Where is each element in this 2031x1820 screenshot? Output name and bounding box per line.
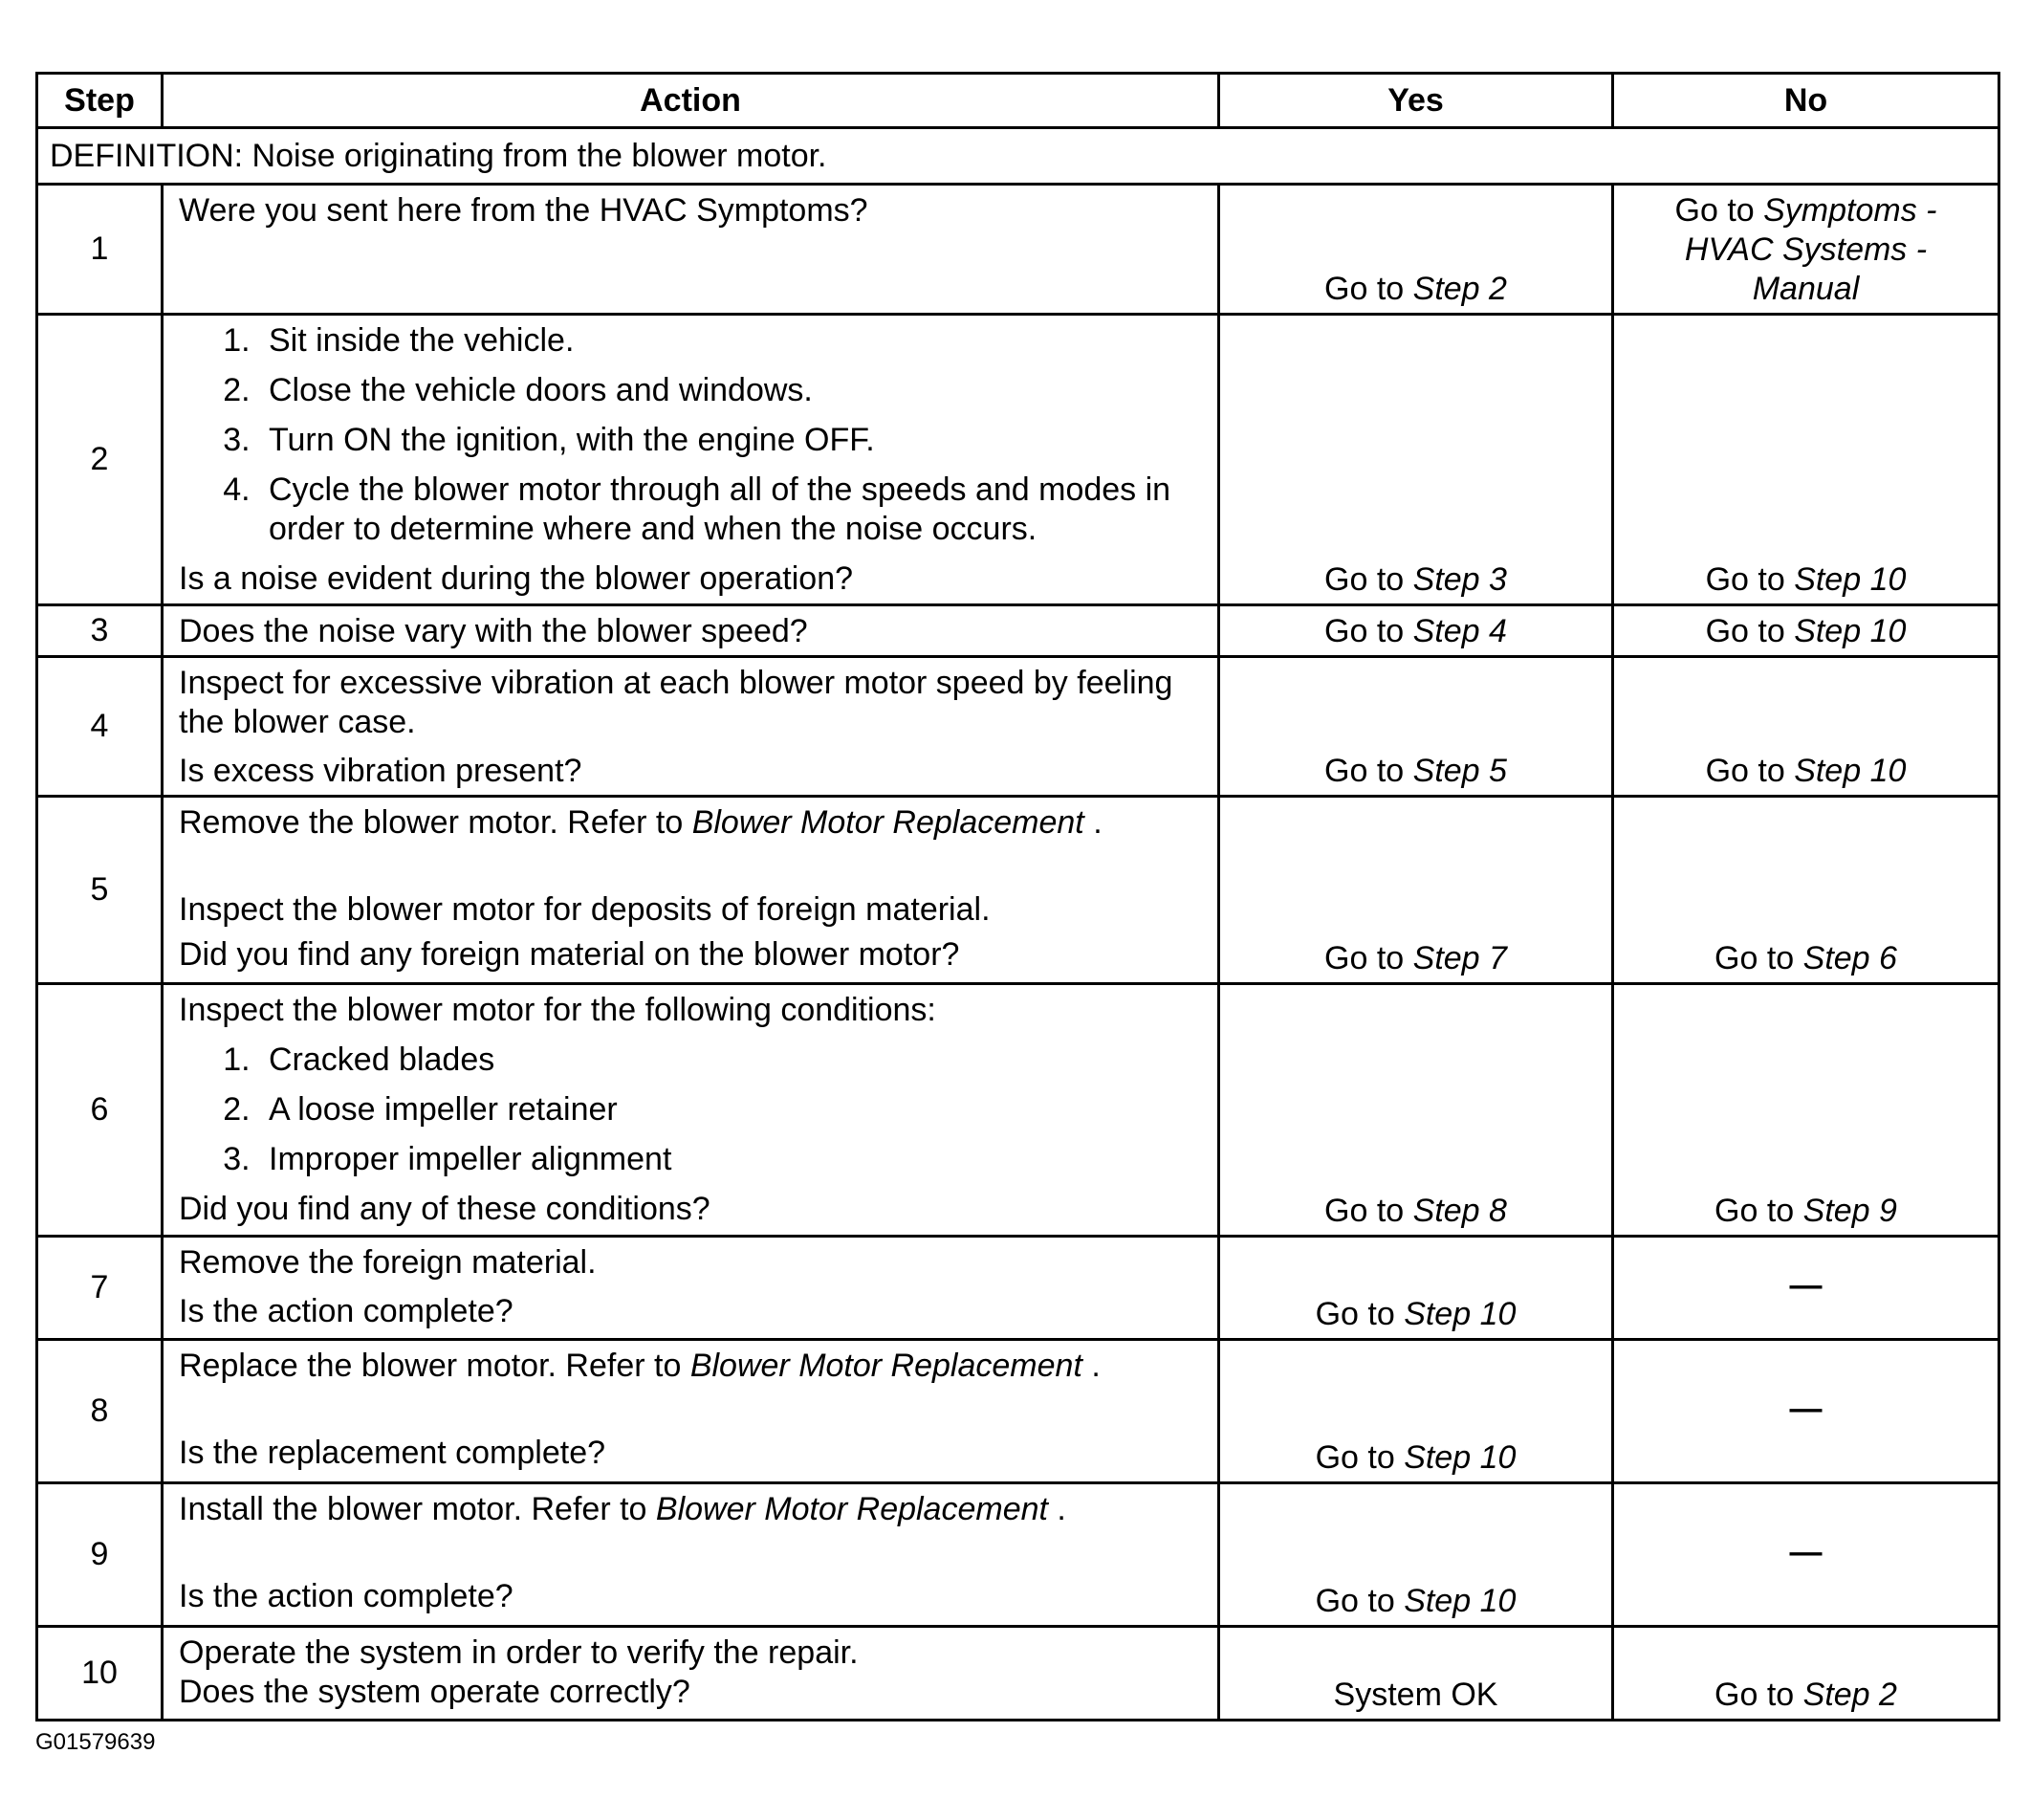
no-cell	[1613, 1627, 1999, 1721]
no-prefix: Go to	[1705, 561, 1795, 598]
table-row	[37, 797, 1999, 984]
list-item: 2. A loose impeller retainer	[259, 1090, 1202, 1129]
refer-link: Blower Motor Replacement	[655, 1491, 1048, 1527]
table-row	[37, 185, 1999, 315]
no-dash: —	[1613, 1483, 1999, 1627]
no-step-ref: Step 2	[1802, 1677, 1897, 1713]
yes-cell	[1219, 1340, 1613, 1483]
yes-cell	[1219, 657, 1613, 797]
step-number: 7	[37, 1237, 163, 1340]
list-item: 4. Cycle the blower motor through all of the speeds and modes in order to determine where and when the noise occurs.	[259, 471, 1202, 549]
yes-prefix: Go to	[1315, 1296, 1405, 1332]
step-number: 6	[37, 984, 163, 1237]
yes-system-ok: System OK	[1219, 1627, 1613, 1721]
yes-prefix: Go to	[1324, 613, 1413, 649]
header-row	[37, 74, 1999, 128]
action-cell	[163, 605, 1219, 657]
step-number: 1	[37, 185, 163, 315]
refer-suffix: .	[1081, 1348, 1101, 1384]
figure-id: G01579639	[35, 1729, 156, 1755]
table-row	[37, 984, 1999, 1237]
step-number: 5	[37, 797, 163, 984]
yes-step-ref: Step 3	[1412, 561, 1507, 598]
refer-suffix: .	[1047, 1491, 1066, 1527]
table-row	[37, 1340, 1999, 1483]
action-refer	[179, 803, 1202, 843]
yes-step-ref: Step 5	[1412, 753, 1507, 789]
yes-step-ref: Step 8	[1412, 1193, 1507, 1229]
list-item: 1. Cracked blades	[259, 1041, 1202, 1080]
table-row	[37, 1627, 1999, 1721]
table-row	[37, 315, 1999, 605]
no-cell	[1613, 605, 1999, 657]
action-question: Is the replacement complete?	[179, 1435, 606, 1471]
action-text: Remove the foreign material.	[179, 1244, 597, 1281]
header-no: No	[1613, 74, 1999, 128]
refer-prefix: Install the blower motor. Refer to	[179, 1491, 656, 1527]
action-cell	[163, 1237, 1219, 1340]
refer-prefix: Remove the blower motor. Refer to	[179, 804, 692, 841]
step-number: 2	[37, 315, 163, 605]
action-question: Is the action complete?	[179, 1578, 513, 1614]
action-text: Operate the system in order to verify the repair.	[179, 1634, 859, 1671]
yes-step-ref: Step 7	[1412, 940, 1507, 976]
spacer	[179, 1529, 1202, 1577]
yes-step-ref: Step 10	[1404, 1439, 1517, 1476]
yes-prefix: Go to	[1315, 1583, 1405, 1619]
action-refer	[179, 1347, 1202, 1386]
action-cell	[163, 797, 1219, 984]
table-row	[37, 657, 1999, 797]
step-number: 4	[37, 657, 163, 797]
action-question: Does the system operate correctly?	[179, 1674, 690, 1710]
header-action: Action	[163, 74, 1219, 128]
yes-step-ref: Step 10	[1404, 1296, 1517, 1332]
refer-link: Blower Motor Replacement	[689, 1348, 1082, 1384]
table-row	[37, 605, 1999, 657]
no-cell	[1613, 984, 1999, 1237]
yes-step-ref: Step 4	[1412, 613, 1507, 649]
no-cell	[1613, 185, 1999, 315]
yes-prefix: Go to	[1324, 561, 1413, 598]
no-cell	[1613, 797, 1999, 984]
action-cell	[163, 315, 1219, 605]
no-prefix: Go to	[1714, 940, 1803, 976]
no-prefix: Go to	[1714, 1677, 1803, 1713]
yes-prefix: Go to	[1324, 271, 1413, 307]
yes-prefix: Go to	[1324, 940, 1413, 976]
no-prefix: Go to	[1705, 753, 1795, 789]
yes-cell	[1219, 315, 1613, 605]
action-cell	[163, 984, 1219, 1237]
yes-prefix: Go to	[1324, 753, 1413, 789]
yes-cell	[1219, 605, 1613, 657]
action-question: Were you sent here from the HVAC Symptoms?	[179, 192, 868, 229]
action-text: Inspect for excessive vibration at each blower motor speed by feeling the blower case.	[179, 665, 1173, 740]
step-number: 3	[37, 605, 163, 657]
action-text: Inspect the blower motor for the following conditions:	[179, 992, 936, 1028]
header-step: Step	[37, 74, 163, 128]
yes-step-ref: Step 2	[1412, 271, 1507, 307]
action-list	[179, 1041, 1202, 1179]
refer-prefix: Replace the blower motor. Refer to	[179, 1348, 690, 1384]
no-prefix: Go to	[1714, 1193, 1803, 1229]
action-question: Is the action complete?	[179, 1293, 513, 1329]
action-cell	[163, 1627, 1219, 1721]
table-row	[37, 1237, 1999, 1340]
yes-prefix: Go to	[1315, 1439, 1405, 1476]
no-dash: —	[1613, 1340, 1999, 1483]
no-dash: —	[1613, 1237, 1999, 1340]
diagnostic-table	[35, 72, 2000, 1721]
no-cell	[1613, 657, 1999, 797]
no-cell	[1613, 315, 1999, 605]
list-item: 3. Turn ON the ignition, with the engine OFF.	[259, 421, 1202, 460]
action-question: Does the noise vary with the blower speed?	[179, 613, 808, 649]
action-question: Is excess vibration present?	[179, 753, 582, 789]
list-item: 2. Close the vehicle doors and windows.	[259, 371, 1202, 410]
action-cell	[163, 657, 1219, 797]
no-step-ref: Step 9	[1802, 1193, 1897, 1229]
yes-cell	[1219, 984, 1613, 1237]
no-step-ref: Step 10	[1794, 613, 1907, 649]
spacer	[179, 843, 1202, 890]
action-question: Did you find any of these conditions?	[179, 1191, 710, 1227]
yes-cell	[1219, 1483, 1613, 1627]
action-text: Inspect the blower motor for deposits of foreign material.	[179, 891, 991, 928]
no-step-ref: Step 6	[1802, 940, 1897, 976]
no-step-ref: Step 10	[1794, 561, 1907, 598]
definition-text: DEFINITION: Noise originating from the blower motor.	[37, 128, 1999, 185]
step-number: 9	[37, 1483, 163, 1627]
action-question: Did you find any foreign material on the blower motor?	[179, 936, 960, 973]
action-cell	[163, 1483, 1219, 1627]
step-number: 8	[37, 1340, 163, 1483]
action-question: Is a noise evident during the blower operation?	[179, 560, 854, 597]
definition-row	[37, 128, 1999, 185]
header-yes: Yes	[1219, 74, 1613, 128]
no-symptoms-ref: Symptoms - HVAC Systems - Manual	[1684, 192, 1937, 307]
yes-cell	[1219, 185, 1613, 315]
action-cell	[163, 1340, 1219, 1483]
spacer	[179, 1386, 1202, 1434]
step-number: 10	[37, 1627, 163, 1721]
refer-link: Blower Motor Replacement	[691, 804, 1084, 841]
list-item: 3. Improper impeller alignment	[259, 1140, 1202, 1179]
yes-cell	[1219, 797, 1613, 984]
action-list	[179, 321, 1202, 549]
yes-cell	[1219, 1237, 1613, 1340]
yes-prefix: Go to	[1324, 1193, 1413, 1229]
action-refer	[179, 1490, 1202, 1529]
action-cell	[163, 185, 1219, 315]
refer-suffix: .	[1083, 804, 1103, 841]
no-prefix: Go to	[1674, 192, 1764, 229]
list-item: 1. Sit inside the vehicle.	[259, 321, 1202, 361]
no-step-ref: Step 10	[1794, 753, 1907, 789]
yes-step-ref: Step 10	[1404, 1583, 1517, 1619]
table-row	[37, 1483, 1999, 1627]
no-prefix: Go to	[1705, 613, 1795, 649]
